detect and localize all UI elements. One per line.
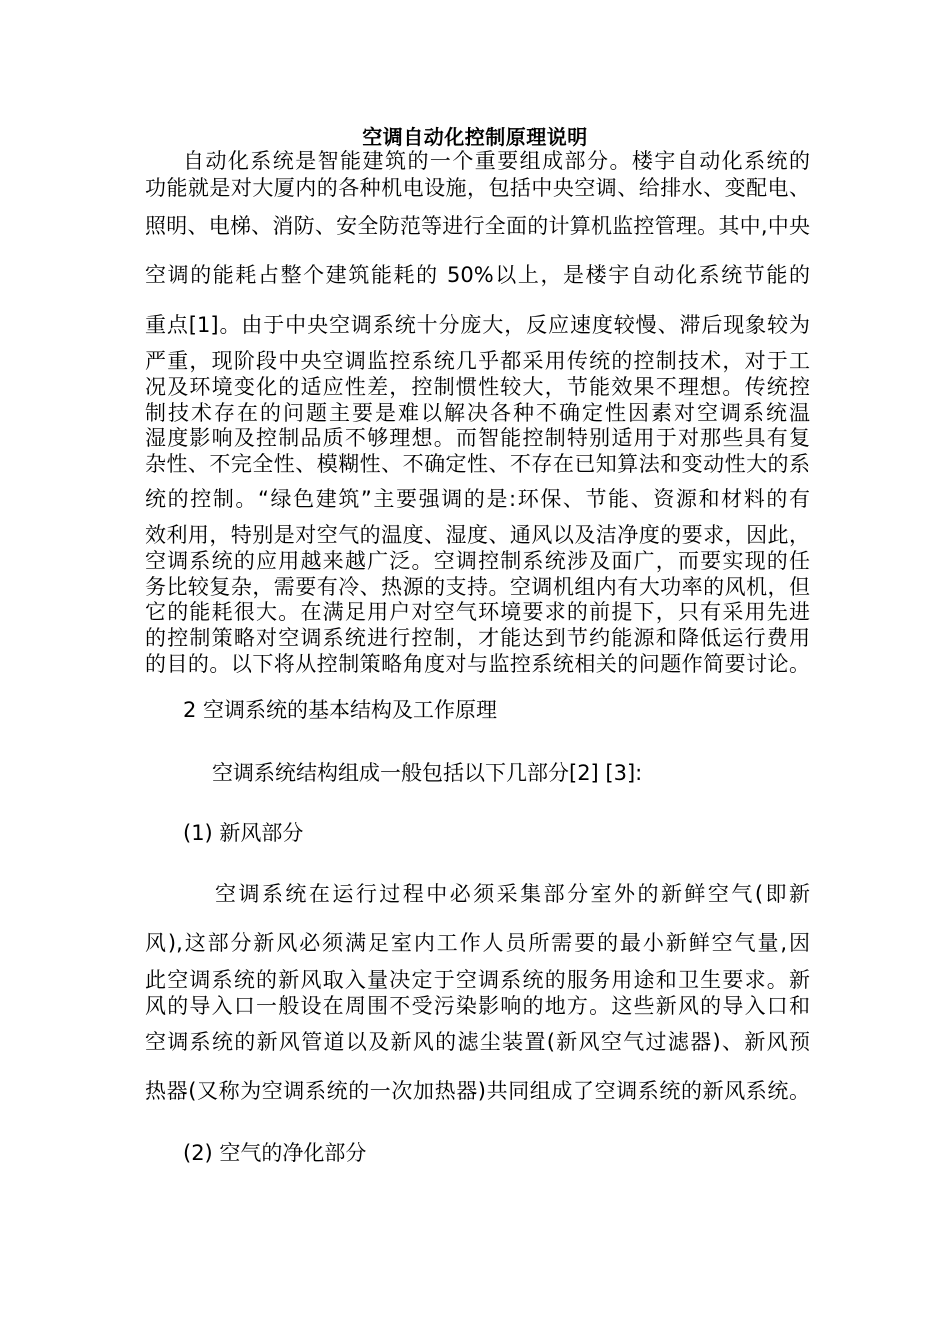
intro-line: 效利用，特别是对空气的温度、湿度、通风以及洁净度的要求，因此， <box>145 523 810 547</box>
part1-line: 热器(又称为空调系统的一次加热器)共同组成了空调系统的新风系统。 <box>145 1079 810 1103</box>
intro-line: 的控制策略对空调系统进行控制，才能达到节约能源和降低运行费用 <box>145 626 810 650</box>
part1-line: 风的导入口一般设在周围不受污染影响的地方。这些新风的导入口和 <box>145 994 810 1018</box>
intro-line: 况及环境变化的适应性差，控制惯性较大，节能效果不理想。传统控 <box>145 375 810 399</box>
intro-line: 制技术存在的问题主要是难以解决各种不确定性因素对空调系统温 <box>145 401 810 425</box>
intro-line: 功能就是对大厦内的各种机电设施，包括中央空调、给排水、变配电、 <box>145 176 810 200</box>
intro-line: 空调系统的应用越来越广泛。空调控制系统涉及面广，而要实现的任 <box>145 549 810 573</box>
intro-line: 统的控制。“绿色建筑”主要强调的是:环保、节能、资源和材料的有 <box>145 487 810 511</box>
part-heading: (1) 新风部分 <box>183 821 304 845</box>
part-heading: (2) 空气的净化部分 <box>183 1141 367 1165</box>
part1-line: 此空调系统的新风取入量决定于空调系统的服务用途和卫生要求。新 <box>145 968 810 992</box>
intro-line: 的目的。以下将从控制策略角度对与监控系统相关的问题作简要讨论。 <box>145 652 810 676</box>
part1-line: 空调系统的新风管道以及新风的滤尘装置(新风空气过滤器)、新风预 <box>145 1030 810 1054</box>
document-title: 空调自动化控制原理说明 <box>362 125 588 149</box>
part1-line: 空调系统在运行过程中必须采集部分室外的新鲜空气(即新 <box>215 882 810 906</box>
intro-line: 湿度影响及控制品质不够理想。而智能控制特别适用于对那些具有复 <box>145 426 810 450</box>
intro-line: 自动化系统是智能建筑的一个重要组成部分。楼宇自动化系统的 <box>183 149 810 173</box>
intro-line: 严重，现阶段中央空调监控系统几乎都采用传统的控制技术，对于工 <box>145 349 810 373</box>
intro-line: 重点[1]。由于中央空调系统十分庞大，反应速度较慢、滞后现象较为 <box>145 313 810 337</box>
section-intro: 空调系统结构组成一般包括以下几部分[2] [3]: <box>212 761 643 785</box>
intro-line: 务比较复杂，需要有冷、热源的支持。空调机组内有大功率的风机，但 <box>145 575 810 599</box>
intro-line: 空调的能耗占整个建筑能耗的 50%以上，是楼宇自动化系统节能的 <box>145 263 810 287</box>
part1-line: 风),这部分新风必须满足室内工作人员所需要的最小新鲜空气量,因 <box>145 931 810 955</box>
intro-line: 照明、电梯、消防、安全防范等进行全面的计算机监控管理。其中,中央 <box>145 214 810 238</box>
intro-line: 它的能耗很大。在满足用户对空气环境要求的前提下，只有采用先进 <box>145 600 810 624</box>
intro-line: 杂性、不完全性、模糊性、不确定性、不存在已知算法和变动性大的系 <box>145 452 810 476</box>
section-heading: 2 空调系统的基本结构及工作原理 <box>183 698 498 722</box>
